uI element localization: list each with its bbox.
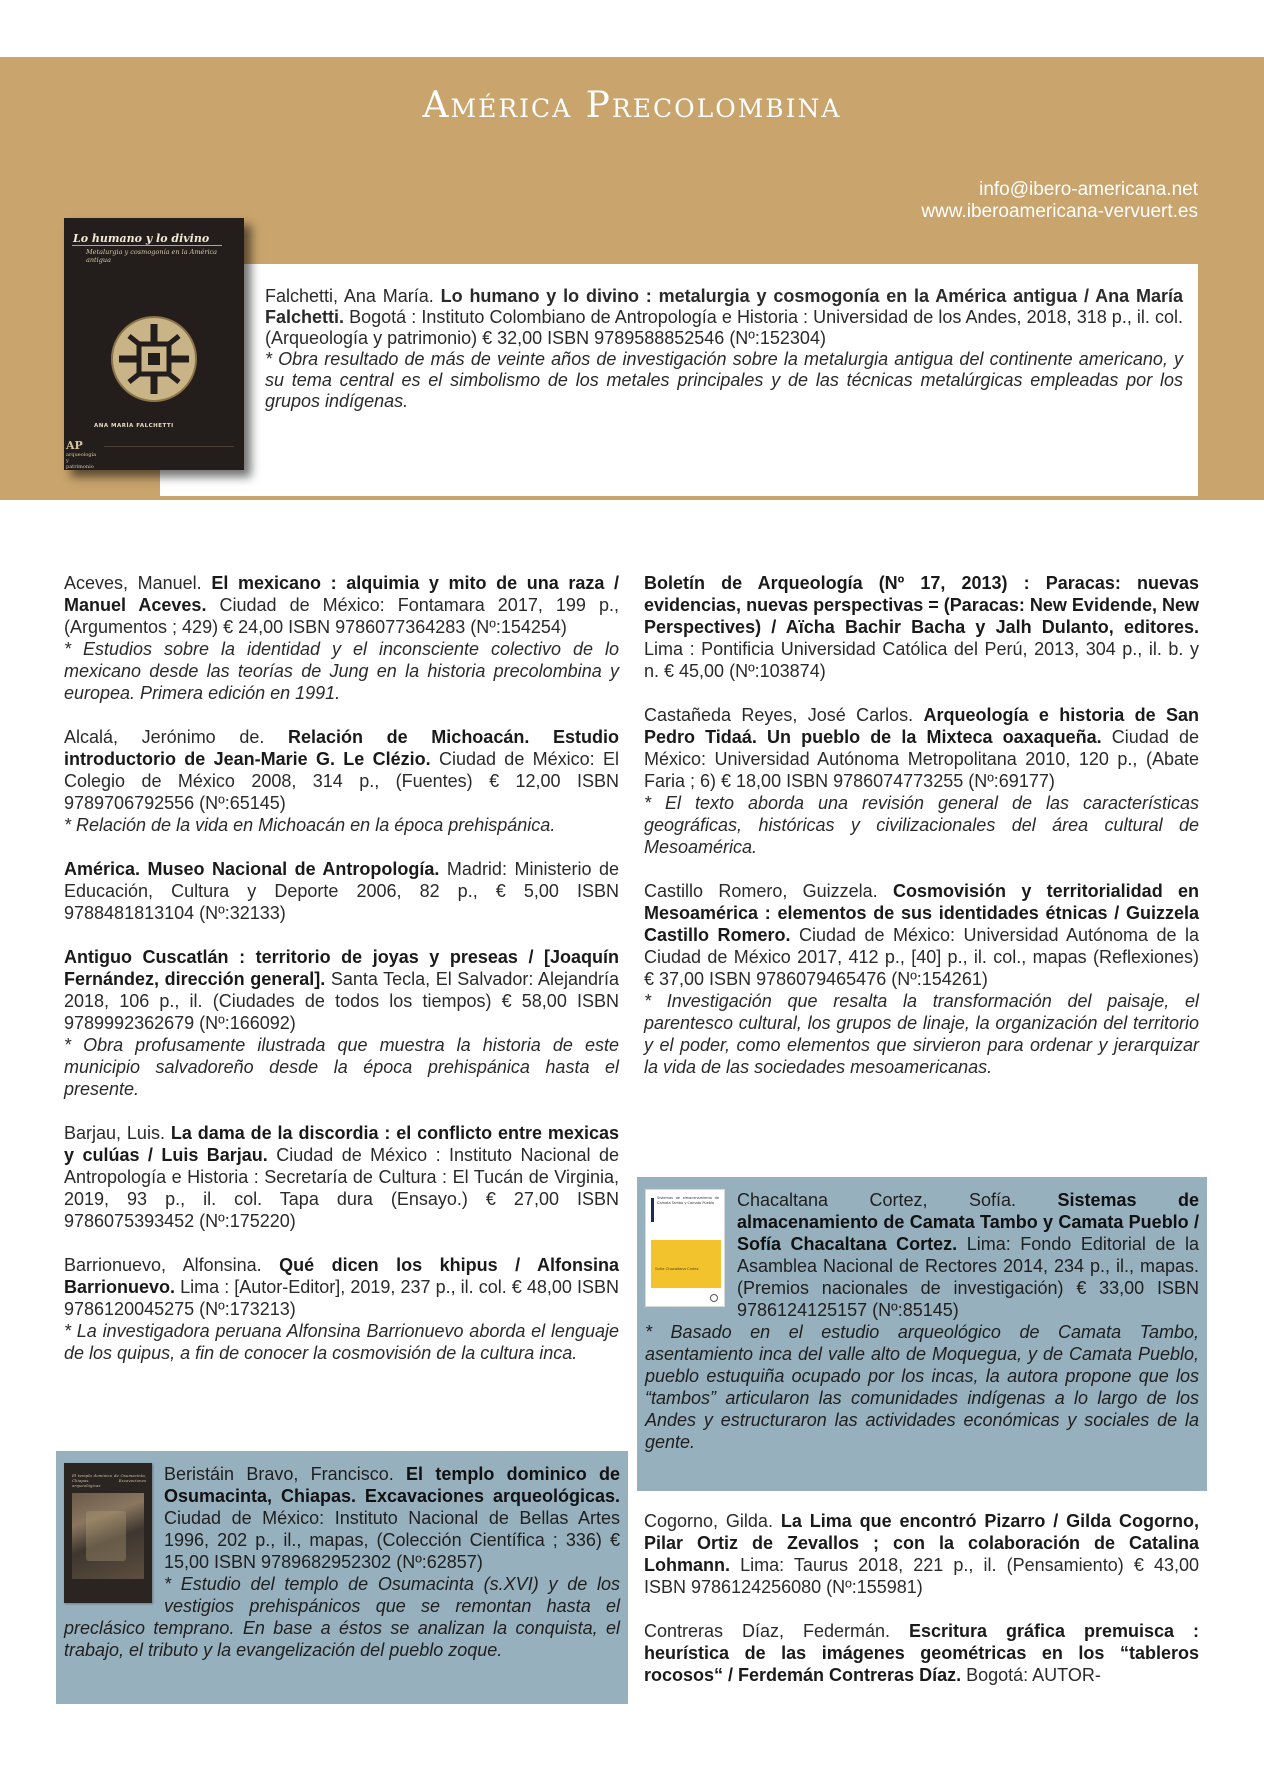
featured-book-cover (64, 218, 244, 470)
entry-title: Qué dicen los khipus / Alfonsina Barrionuevo. (64, 1255, 619, 1297)
entry-details: Lima : [Autor-Editor], 2019, 237 p., il. col. € 48,00 ISBN 9786120045275 (Nº:173213) (64, 1277, 619, 1319)
cover-photo-detail (86, 1511, 126, 1561)
catalog-entry (64, 858, 619, 924)
page-title: América Precolombina (422, 85, 842, 126)
entry-title: Escritura gráfica premuisca : heurística de las imágenes geométricas en los “tableros rocosos“ / Ferdemán Contreras Díaz. (644, 1621, 1199, 1685)
publisher-logo-icon (710, 1294, 718, 1302)
entry-details: Santa Tecla, El Salvador: Alejandría 2018, 106 p., il. (Ciudades de todos los tiempos) € 58,00 ISBN 9789992362679 (Nº:166092) (64, 969, 619, 1033)
entry-title: América. Museo Nacional de Antropología. (64, 859, 440, 879)
entry-title: Boletín de Arqueología (Nº 17, 2013) : Paracas: nuevas evidencias, nuevas perspectivas = (Paracas: New Evidende, New Perspectives) / Aïcha Bachir Bacha y Jalh Dulanto, editores. (644, 573, 1199, 637)
header-banner (0, 57, 1264, 500)
right-column-continued (644, 1510, 1199, 1708)
highlighted-entry (56, 1451, 628, 1704)
gold-disc-icon (109, 314, 199, 404)
entry-title: Relación de Michoacán. Estudio introductorio de Jean-Marie G. Le Clézio. (64, 727, 619, 769)
entry-author: Chacaltana Cortez, Sofía. (737, 1190, 1017, 1210)
entry-details: Bogotá: AUTOR- (966, 1665, 1101, 1685)
entry-note: * Obra profusamente ilustrada que muestra la historia de este municipio salvadoreño desde la época prehispánica hasta el presente. (64, 1035, 619, 1099)
catalog-entry (644, 1620, 1199, 1686)
entry-author: Alcalá, Jerónimo de. (64, 727, 265, 747)
catalog-entry (64, 1122, 619, 1232)
entry-details: Lima : Pontificia Universidad Católica del Perú, 2013, 304 p., il. b. y n. € 45,00 (Nº:103874) (644, 639, 1199, 681)
entry-author: Contreras Díaz, Federmán. (644, 1621, 891, 1641)
cover-title: Lo humano y lo divino (73, 232, 210, 245)
highlighted-entry (637, 1177, 1207, 1491)
entry-note: * Estudios sobre la identidad y el inconsciente colectivo de lo mexicano desde las teorías de Jung en la historia precolombina y europea. Primera edición en 1991. (64, 639, 619, 703)
entry-title: La dama de la discordia : el conflicto entre mexicas y culúas / Luis Barjau. (64, 1123, 619, 1165)
cover-image (64, 1463, 152, 1603)
book-cover (645, 1189, 725, 1307)
highlighted-entry-text (64, 1463, 620, 1661)
right-column (644, 572, 1199, 1100)
featured-entry (160, 264, 1198, 496)
entry-author: Barjau, Luis. (64, 1123, 165, 1143)
cover-author: Sofía Chacaltana Cortez (655, 1266, 699, 1271)
catalog-entry (64, 726, 619, 836)
series-mark (66, 440, 96, 470)
entry-author: Cogorno, Gilda. (644, 1511, 773, 1531)
cover-fine-print (104, 446, 234, 458)
catalog-entry (644, 880, 1199, 1078)
book-cover (64, 1463, 152, 1603)
entry-title: Sistemas de almacenamiento de Camata Tambo y Camata Pueblo / Sofía Chacaltana Cortez. (737, 1190, 1199, 1254)
highlighted-entry-text (645, 1189, 1199, 1453)
cover-divider (72, 245, 222, 246)
entry-author: Aceves, Manuel. (64, 573, 202, 593)
entry-author: Barrionuevo, Alfonsina. (64, 1255, 262, 1275)
catalog-entry (64, 1254, 619, 1364)
entry-details: Ciudad de México: El Colegio de México 2008, 314 p., (Fuentes) € 12,00 ISBN 9789706792556 (Nº:65145) (64, 749, 619, 813)
series-logo: AP (66, 439, 83, 452)
entry-note: * Obra resultado de más de veinte años de investigación sobre la metalurgia antigua del continente americano, y su tema central es el simbolismo de los metales principales y de las técnicas metalúrgicas empleadas por los grupos indígenas. (265, 349, 1183, 411)
catalog-entry (64, 572, 619, 704)
entry-title: Cosmovisión y territorialidad en Mesoamérica : elementos de sus identidades étnicas / Guizzela Castillo Romero. (644, 881, 1200, 945)
entry-note: * Basado en el estudio arqueológico de Camata Tambo, asentamiento inca del valle alto de Moquegua, y de Camata Pueblo, pueblo estuquiña ocupado por los incas, la autora propone que los “tambos” articularon las comunidades indígenas a lo largo de los Andes y estructuraron las actividades económicas y sociales de la gente. (645, 1322, 1199, 1452)
entry-title: Arqueología e historia de San Pedro Tidaá. Un pueblo de la Mixteca oaxaqueña. (644, 705, 1199, 747)
entry-author: Castañeda Reyes, José Carlos. (644, 705, 914, 725)
entry-details: Lima: Taurus 2018, 221 p., il. (Pensamiento) € 43,00 ISBN 9786124256080 (Nº:155981) (644, 1555, 1199, 1597)
entry-note: * Estudio del templo de Osumacinta (s.XVI) y de los vestigios prehispánicos que se remontan hasta el preclásico temprano. En base a éstos se analizan la conquista, el trabajo, el tributo y la evangelización del pueblo zoque. (64, 1574, 620, 1660)
entry-note: * Relación de la vida en Michoacán en la época prehispánica. (64, 815, 556, 835)
cover-image (645, 1189, 725, 1307)
entry-details: Lima: Fondo Editorial de la Asamblea Nacional de Rectores 2014, 234 p., il., mapas. (Premios nacionales de investigación) € 33,00 ISBN 9786124125157 (Nº:85145) (737, 1234, 1199, 1320)
entry-details: Bogotá : Instituto Colombiano de Antropología e Historia : Universidad de los Andes, 2018, 318 p., il. col. (Arqueología y patrimonio) € 32,00 ISBN 9789588852546 (Nº:152304) (265, 307, 1183, 348)
website-link[interactable]: www.iberoamericana-vervuert.es (921, 201, 1198, 222)
contact-info (921, 179, 1198, 223)
catalog-entry (644, 572, 1199, 682)
catalog-entry (644, 1510, 1199, 1598)
cover-title (651, 1196, 719, 1224)
catalog-entry (64, 946, 619, 1100)
cover-band (651, 1240, 721, 1288)
entry-note: * La investigadora peruana Alfonsina Barrionuevo aborda el lenguaje de los quipus, a fin de conocer la cosmovisión de la cultura inca. (64, 1321, 619, 1363)
cover-title: El templo dominico de Osumacinta, Chiapas. Excavaciones arqueológicas (72, 1473, 146, 1488)
featured-entry-text (265, 286, 1183, 412)
entry-author: Castillo Romero, Guizzela. (644, 881, 878, 901)
entry-title: El templo dominico de Osumacinta, Chiapas. Excavaciones arqueológicas. (164, 1464, 621, 1506)
entry-details: Madrid: Ministerio de Educación, Cultura y Deporte 2006, 82 p., € 5,00 ISBN 9788481813104 (Nº:32133) (64, 859, 619, 923)
entry-title: El mexicano : alquimia y mito de una raza / Manuel Aceves. (64, 573, 619, 615)
series-name: arqueología y patrimonio (66, 452, 97, 470)
cover-subtitle: Metalurgia y cosmogonía en la América antigua (86, 248, 218, 264)
entry-title: Lo humano y lo divino : metalurgia y cosmogonía en la América antigua / Ana María Falchetti. (265, 286, 1183, 327)
email-link[interactable]: info@ibero-americana.net (979, 179, 1198, 200)
entry-details: Ciudad de México: Instituto Nacional de Bellas Artes 1996, 202 p., il., mapas, (Colección Científica ; 336) € 15,00 ISBN 9789682952302 (Nº:62857) (164, 1508, 620, 1572)
entry-title: La Lima que encontró Pizarro / Gilda Cogorno, Pilar Ortiz de Zevallos ; con la colaboración de Catalina Lohmann. (644, 1511, 1199, 1575)
left-column (64, 572, 619, 1386)
entry-details: Ciudad de México: Universidad Autónoma Metropolitana 2010, 120 p., (Abate Faria ; 6) € 18,00 ISBN 9786074773255 (Nº:69177) (644, 727, 1199, 791)
entry-title: Antiguo Cuscatlán : territorio de joyas y preseas / [Joaquín Fernández, dirección general]. (64, 947, 619, 989)
catalog-entry (644, 704, 1199, 858)
cover-title-text: Sistemas de almacenamiento de Camata Tambo y Camata Pueblo (657, 1196, 719, 1205)
entry-details: Ciudad de México : Instituto Nacional de Antropología e Historia : Secretaría de Cultura : El Tucán de Virginia, 2019, 93 p., il. col. Tapa dura (Ensayo.) € 27,00 ISBN 9786075393452 (Nº:175220) (64, 1145, 619, 1231)
cover-author: ANA MARÍA FALCHETTI (94, 423, 174, 429)
entry-author: Beristáin Bravo, Francisco. (164, 1464, 394, 1484)
entry-note: * Investigación que resalta la transformación del paisaje, el parentesco cultural, los grupos de linaje, la organización del territorio y el poder, como elementos que sirvieron para ordenar y jerarquizar la vida de las sociedades mesoamericanas. (644, 991, 1199, 1077)
entry-details: Ciudad de México: Universidad Autónoma de la Ciudad de México 2017, 412 p., [40] p., il. col., mapas (Reflexiones) € 37,00 ISBN 9786079465476 (Nº:154261) (644, 925, 1199, 989)
entry-note: * El texto aborda una revisión general de las características geográficas, históricas y civilizacionales del área cultural de Mesoamérica. (644, 793, 1199, 857)
entry-author: Falchetti, Ana María. (265, 286, 434, 306)
entry-details: Ciudad de México: Fontamara 2017, 199 p., (Argumentos ; 429) € 24,00 ISBN 9786077364283 (Nº:154254) (64, 595, 619, 637)
